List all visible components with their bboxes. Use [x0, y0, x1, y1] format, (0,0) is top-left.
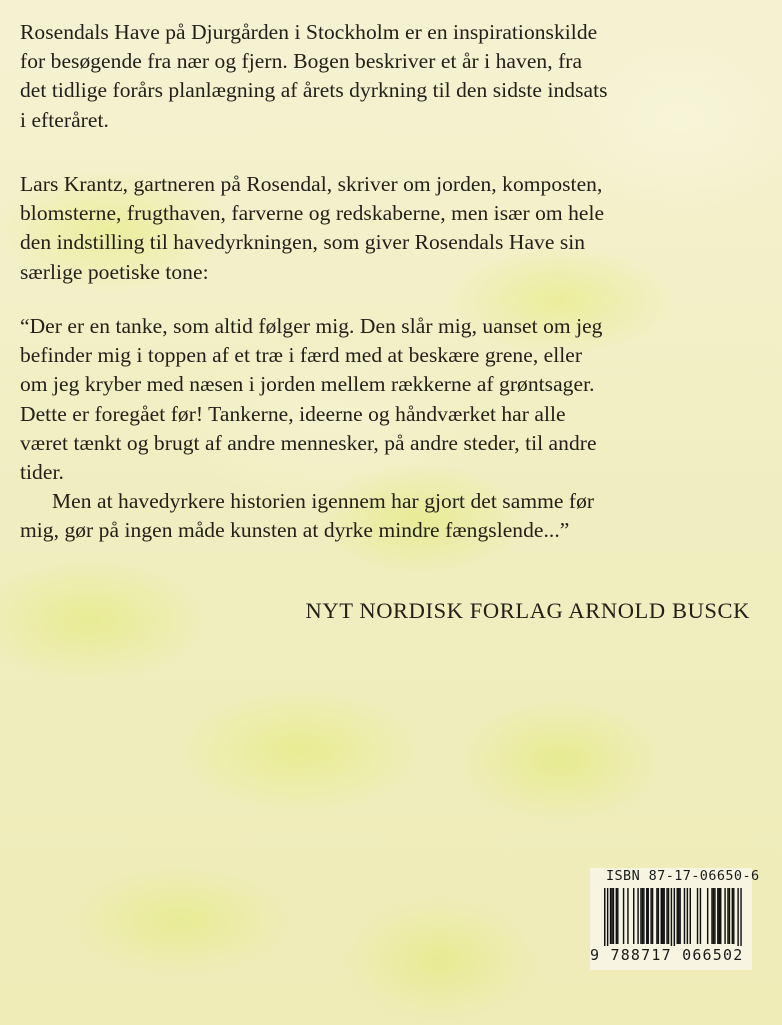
barcode-bar	[724, 888, 725, 944]
barcode-bar	[674, 888, 675, 952]
barcode-bar	[611, 888, 612, 944]
barcode-bar	[623, 888, 624, 944]
intro-line: det tidlige forårs planlægning af årets dyrkning til den sidste indsats	[20, 78, 608, 103]
intro-paragraph	[20, 18, 770, 135]
barcode-bar	[727, 888, 728, 944]
barcode-bar	[671, 888, 672, 952]
barcode-bar	[610, 888, 611, 944]
barcode-bar	[737, 888, 738, 952]
quote-paragraph	[20, 312, 770, 546]
barcode-bar	[690, 888, 691, 944]
barcode-bar	[714, 888, 715, 944]
barcode-bar	[697, 888, 698, 944]
quote-line: befinder mig i toppen af et træ i færd med at beskære grene, eller	[20, 343, 583, 368]
barcode-bar	[617, 888, 618, 944]
author-paragraph	[20, 170, 770, 287]
quote-line: tider.	[20, 460, 64, 485]
quote-line: “Der er en tanke, som altid følger mig. Den slår mig, uanset om jeg	[20, 314, 603, 338]
barcode-bar	[650, 888, 651, 944]
intro-line: i efteråret.	[20, 107, 109, 132]
barcode-bar	[658, 888, 659, 944]
isbn-label: ISBN 87-17-06650-6	[606, 868, 760, 884]
barcode-bar	[733, 888, 734, 944]
barcode-bars	[600, 888, 746, 952]
barcode-bar	[604, 888, 605, 952]
barcode-bar	[663, 888, 664, 944]
intro-line: for besøgende fra nær og fjern. Bogen beskriver et år i haven, fra	[20, 49, 583, 74]
barcode-number	[590, 946, 752, 964]
barcode-bar	[640, 888, 641, 944]
barcode-bar	[643, 888, 644, 944]
barcode-bar	[678, 888, 679, 944]
barcode-bar	[613, 888, 614, 944]
barcode-bar	[652, 888, 653, 944]
barcode-bar	[607, 888, 608, 952]
author-line: Lars Krantz, gartneren på Rosendal, skriver om jorden, komposten,	[20, 172, 603, 196]
barcode-bar	[732, 888, 733, 944]
barcode-bar	[717, 888, 718, 944]
barcode-bar	[684, 888, 685, 944]
barcode-bar	[729, 888, 730, 944]
author-line: særlige poetiske tone:	[20, 259, 209, 284]
barcode-number-group-2: 066502	[682, 946, 744, 964]
barcode-bar	[648, 888, 649, 944]
quote-line: mig, gør på ingen måde kunsten at dyrke mindre fængslende...”	[20, 518, 570, 543]
barcode-bar	[720, 888, 721, 944]
barcode-bar	[637, 888, 638, 944]
barcode-number-first: 9	[590, 946, 601, 964]
barcode-bar	[700, 888, 701, 944]
barcode-bar	[740, 888, 741, 952]
barcode-bar	[642, 888, 643, 944]
barcode-bar	[679, 888, 680, 944]
author-line: blomsterne, frugthaven, farverne og redskaberne, men især om hele	[20, 201, 605, 226]
barcode-bar	[713, 888, 714, 944]
quote-line: været tænkt og brugt af andre mennesker, på andre steder, til andre	[20, 430, 597, 455]
barcode-bar	[677, 888, 678, 944]
barcode-bar	[616, 888, 617, 944]
barcode-bar	[627, 888, 628, 944]
barcode-bar	[656, 888, 657, 944]
barcode-bar	[633, 888, 634, 944]
barcode-bar	[661, 888, 662, 944]
quote-line: Men at havedyrkere historien igennem har gjort det samme før	[52, 489, 595, 514]
publisher-name: NYT NORDISK FORLAG ARNOLD BUSCK	[305, 598, 750, 623]
author-line: den indstilling til havedyrkningen, som giver Rosendals Have sin	[20, 230, 586, 255]
barcode-bar	[646, 888, 647, 944]
barcode-block	[590, 868, 760, 970]
intro-line: Rosendals Have på Djurgården i Stockholm er en inspirationskilde	[20, 20, 598, 44]
quote-line: Dette er foregået før! Tankerne, ideerne og håndværket har alle	[20, 401, 566, 426]
barcode-bar	[711, 888, 712, 944]
quote-line: om jeg kryber med næsen i jorden mellem rækkerne af grøntsager.	[20, 372, 595, 397]
barcode-bar	[666, 888, 667, 944]
barcode-bar	[687, 888, 688, 944]
barcode-bar	[719, 888, 720, 944]
barcode-bar	[707, 888, 708, 944]
barcode-bar	[668, 888, 669, 944]
barcode-bar	[662, 888, 663, 944]
barcode-number-group-1: 788717	[610, 946, 672, 964]
